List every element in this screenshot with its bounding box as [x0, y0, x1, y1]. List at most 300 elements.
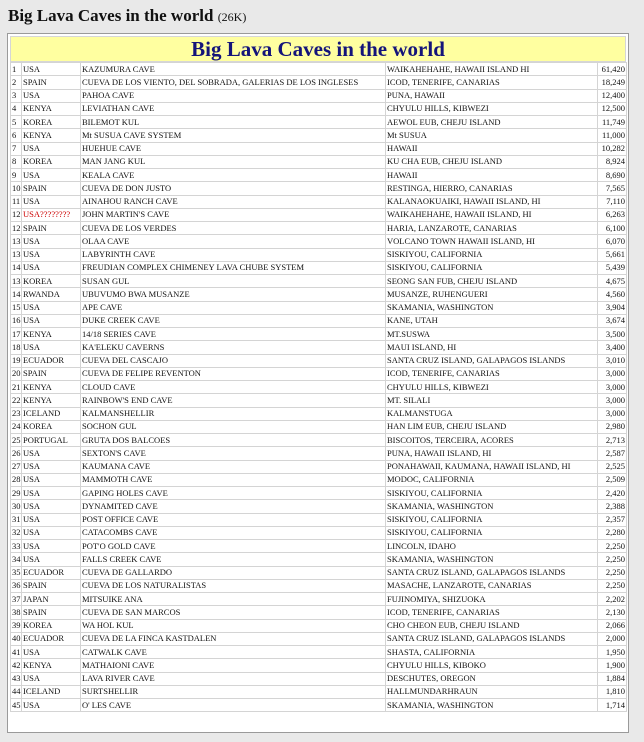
cave-name-cell: CLOUD CAVE [81, 381, 386, 394]
cave-name-cell: CUEVA DE LA FINCA KASTDALEN [81, 632, 386, 645]
length-cell: 7,110 [598, 195, 627, 208]
country-cell: SPAIN [22, 367, 81, 380]
country-cell: USA [22, 169, 81, 182]
cave-name-cell: UBUVUMO BWA MUSANZE [81, 288, 386, 301]
table-row [11, 460, 627, 473]
rank-cell: 33 [11, 540, 22, 553]
table-row [11, 76, 627, 89]
table-row [11, 222, 627, 235]
cave-name-cell: SOCHON GUL [81, 420, 386, 433]
length-cell: 10,282 [598, 142, 627, 155]
length-cell: 3,500 [598, 328, 627, 341]
table-row [11, 407, 627, 420]
length-cell: 12,400 [598, 89, 627, 102]
location-cell: SEONG SAN FUB, CHEJU ISLAND [386, 275, 598, 288]
location-cell: SISKIYOU, CALIFORNIA [386, 526, 598, 539]
length-cell: 2,980 [598, 420, 627, 433]
cave-name-cell: MAN JANG KUL [81, 155, 386, 168]
location-cell: SISKIYOU, CALIFORNIA [386, 487, 598, 500]
country-cell: USA [22, 248, 81, 261]
location-cell: KALANAOKUAIKI, HAWAII ISLAND, HI [386, 195, 598, 208]
rank-cell: 29 [11, 487, 22, 500]
location-cell: MT. SILALI [386, 394, 598, 407]
cave-name-cell: BILEMOT KUL [81, 116, 386, 129]
table-row [11, 473, 627, 486]
cave-name-cell: LEVIATHAN CAVE [81, 102, 386, 115]
cave-name-cell: KEALA CAVE [81, 169, 386, 182]
location-cell: VOLCANO TOWN HAWAII ISLAND, HI [386, 235, 598, 248]
location-cell: RESTINGA, HIERRO, CANARIAS [386, 182, 598, 195]
location-cell: CHYULU HILLS, KIBOKO [386, 659, 598, 672]
country-cell: KENYA [22, 659, 81, 672]
rank-cell: 12 [11, 208, 22, 221]
length-cell: 61,420 [598, 63, 627, 76]
location-cell: SISKIYOU, CALIFORNIA [386, 248, 598, 261]
location-cell: KALMANSTUGA [386, 407, 598, 420]
cave-name-cell: OLAA CAVE [81, 235, 386, 248]
country-cell: KOREA [22, 619, 81, 632]
location-cell: AEWOL EUB, CHEJU ISLAND [386, 116, 598, 129]
table-row [11, 235, 627, 248]
cave-name-cell: FALLS CREEK CAVE [81, 553, 386, 566]
cave-name-cell: 14/18 SERIES CAVE [81, 328, 386, 341]
location-cell: HAWAII [386, 169, 598, 182]
rank-cell: 7 [11, 142, 22, 155]
location-cell: CHO CHEON EUB, CHEJU ISLAND [386, 619, 598, 632]
rank-cell: 17 [11, 328, 22, 341]
location-cell: Mt SUSUA [386, 129, 598, 142]
table-row [11, 341, 627, 354]
cave-name-cell: KAZUMURA CAVE [81, 63, 386, 76]
length-cell: 2,202 [598, 593, 627, 606]
location-cell: PONAHAWAII, KAUMANA, HAWAII ISLAND, HI [386, 460, 598, 473]
cave-name-cell: POST OFFICE CAVE [81, 513, 386, 526]
country-cell: SPAIN [22, 182, 81, 195]
table-row [11, 487, 627, 500]
cave-name-cell: APE CAVE [81, 301, 386, 314]
rank-cell: 30 [11, 500, 22, 513]
location-cell: SISKIYOU, CALIFORNIA [386, 513, 598, 526]
country-cell: USA [22, 301, 81, 314]
cave-name-cell: JOHN MARTIN'S CAVE [81, 208, 386, 221]
table-row [11, 275, 627, 288]
country-cell: KENYA [22, 328, 81, 341]
length-cell: 3,000 [598, 381, 627, 394]
table-row [11, 129, 627, 142]
page-title [8, 6, 246, 26]
length-cell: 5,661 [598, 248, 627, 261]
cave-name-cell: FREUDIAN COMPLEX CHIMENEY LAVA CHUBE SYSTEM [81, 261, 386, 274]
table-row [11, 367, 627, 380]
location-cell: SISKIYOU, CALIFORNIA [386, 261, 598, 274]
location-cell: SKAMANIA, WASHINGTON [386, 301, 598, 314]
country-cell: USA [22, 526, 81, 539]
cave-name-cell: KAUMANA CAVE [81, 460, 386, 473]
table-row [11, 447, 627, 460]
country-cell: USA [22, 699, 81, 712]
table-row [11, 513, 627, 526]
country-cell: SPAIN [22, 222, 81, 235]
table-row [11, 593, 627, 606]
rank-cell: 1 [11, 63, 22, 76]
table-row [11, 579, 627, 592]
country-cell: USA [22, 672, 81, 685]
country-cell: USA [22, 513, 81, 526]
country-cell: KENYA [22, 394, 81, 407]
country-cell: ECUADOR [22, 354, 81, 367]
rank-cell: 3 [11, 89, 22, 102]
rank-cell: 43 [11, 672, 22, 685]
country-cell: SPAIN [22, 76, 81, 89]
page-title-text: Big Lava Caves in the world [8, 6, 214, 25]
cave-name-cell: RAINBOW'S END CAVE [81, 394, 386, 407]
location-cell: FUJINOMIYA, SHIZUOKA [386, 593, 598, 606]
rank-cell: 13 [11, 235, 22, 248]
caves-panel [7, 33, 629, 733]
length-cell: 1,950 [598, 646, 627, 659]
country-cell: ECUADOR [22, 632, 81, 645]
table-row [11, 606, 627, 619]
location-cell: KU CHA EUB, CHEJU ISLAND [386, 155, 598, 168]
length-cell: 2,250 [598, 579, 627, 592]
cave-name-cell: CUEVA DE DON JUSTO [81, 182, 386, 195]
location-cell: HARIA, LANZAROTE, CANARIAS [386, 222, 598, 235]
table-row [11, 261, 627, 274]
location-cell: MUSANZE, RUHENGUERI [386, 288, 598, 301]
rank-cell: 9 [11, 169, 22, 182]
country-cell: USA [22, 500, 81, 513]
length-cell: 3,000 [598, 407, 627, 420]
rank-cell: 28 [11, 473, 22, 486]
location-cell: SANTA CRUZ ISLAND, GALAPAGOS ISLANDS [386, 566, 598, 579]
table-row [11, 619, 627, 632]
location-cell: MASACHE, LANZAROTE, CANARIAS [386, 579, 598, 592]
country-cell: USA [22, 460, 81, 473]
table-row [11, 102, 627, 115]
cave-name-cell: POT'O GOLD CAVE [81, 540, 386, 553]
rank-cell: 11 [11, 195, 22, 208]
table-row [11, 63, 627, 76]
length-cell: 3,400 [598, 341, 627, 354]
country-cell: USA [22, 235, 81, 248]
rank-cell: 16 [11, 314, 22, 327]
location-cell: KANE, UTAH [386, 314, 598, 327]
country-cell: KENYA [22, 381, 81, 394]
country-cell: KOREA [22, 116, 81, 129]
cave-name-cell: CATWALK CAVE [81, 646, 386, 659]
country-cell: KOREA [22, 420, 81, 433]
length-cell: 5,439 [598, 261, 627, 274]
rank-cell: 38 [11, 606, 22, 619]
table-row [11, 394, 627, 407]
location-cell: MODOC, CALIFORNIA [386, 473, 598, 486]
cave-name-cell: CATACOMBS CAVE [81, 526, 386, 539]
cave-name-cell: CUEVA DE LOS VIENTO, DEL SOBRADA, GALERIAS DE LOS INGLESES [81, 76, 386, 89]
cave-name-cell: SURTSHELLIR [81, 685, 386, 698]
cave-name-cell: PAHOA CAVE [81, 89, 386, 102]
cave-name-cell: GAPING HOLES CAVE [81, 487, 386, 500]
length-cell: 12,500 [598, 102, 627, 115]
rank-cell: 45 [11, 699, 22, 712]
location-cell: ICOD, TENERIFE, CANARIAS [386, 76, 598, 89]
country-cell: ICELAND [22, 407, 81, 420]
country-cell: USA [22, 540, 81, 553]
length-cell: 4,675 [598, 275, 627, 288]
table-row [11, 685, 627, 698]
cave-name-cell: CUEVA DE LOS VERDES [81, 222, 386, 235]
length-cell: 2,280 [598, 526, 627, 539]
file-size: (26K) [217, 10, 247, 24]
rank-cell: 13 [11, 248, 22, 261]
length-cell: 2,713 [598, 434, 627, 447]
table-banner: Big Lava Caves in the world [10, 36, 626, 62]
cave-name-cell: LAVA RIVER CAVE [81, 672, 386, 685]
rank-cell: 32 [11, 526, 22, 539]
country-cell: JAPAN [22, 593, 81, 606]
country-cell: USA [22, 142, 81, 155]
rank-cell: 12 [11, 222, 22, 235]
rank-cell: 40 [11, 632, 22, 645]
location-cell: MT.SUSWA [386, 328, 598, 341]
length-cell: 1,884 [598, 672, 627, 685]
length-cell: 3,674 [598, 314, 627, 327]
length-cell: 6,070 [598, 235, 627, 248]
country-cell: USA [22, 63, 81, 76]
rank-cell: 4 [11, 102, 22, 115]
rank-cell: 25 [11, 434, 22, 447]
rank-cell: 36 [11, 579, 22, 592]
cave-name-cell: Mt SUSUA CAVE SYSTEM [81, 129, 386, 142]
table-row [11, 699, 627, 712]
location-cell: BISCOITOS, TERCEIRA, ACORES [386, 434, 598, 447]
rank-cell: 13 [11, 275, 22, 288]
length-cell: 2,250 [598, 553, 627, 566]
length-cell: 3,010 [598, 354, 627, 367]
table-row [11, 208, 627, 221]
table-row [11, 500, 627, 513]
rank-cell: 2 [11, 76, 22, 89]
rank-cell: 6 [11, 129, 22, 142]
length-cell: 2,250 [598, 566, 627, 579]
cave-name-cell: CUEVA DE FELIPE REVENTON [81, 367, 386, 380]
rank-cell: 35 [11, 566, 22, 579]
cave-name-cell: DUKE CREEK CAVE [81, 314, 386, 327]
table-row [11, 420, 627, 433]
length-cell: 8,924 [598, 155, 627, 168]
location-cell: HAWAII [386, 142, 598, 155]
length-cell: 6,100 [598, 222, 627, 235]
location-cell: DESCHUTES, OREGON [386, 672, 598, 685]
length-cell: 2,250 [598, 540, 627, 553]
length-cell: 7,565 [598, 182, 627, 195]
location-cell: WAIKAHEHAHE, HAWAII ISLAND, HI [386, 208, 598, 221]
table-row [11, 381, 627, 394]
cave-name-cell: LABYRINTH CAVE [81, 248, 386, 261]
rank-cell: 15 [11, 301, 22, 314]
table-row [11, 632, 627, 645]
rank-cell: 42 [11, 659, 22, 672]
location-cell: SHASTA, CALIFORNIA [386, 646, 598, 659]
length-cell: 3,000 [598, 367, 627, 380]
cave-name-cell: KALMANSHELLIR [81, 407, 386, 420]
country-cell: USA [22, 553, 81, 566]
location-cell: SANTA CRUZ ISLAND, GALAPAGOS ISLANDS [386, 632, 598, 645]
length-cell: 2,388 [598, 500, 627, 513]
rank-cell: 21 [11, 381, 22, 394]
rank-cell: 27 [11, 460, 22, 473]
cave-name-cell: KA'ELEKU CAVERNS [81, 341, 386, 354]
cave-name-cell: HUEHUE CAVE [81, 142, 386, 155]
rank-cell: 5 [11, 116, 22, 129]
cave-name-cell: SUSAN GUL [81, 275, 386, 288]
country-cell: USA [22, 473, 81, 486]
rank-cell: 26 [11, 447, 22, 460]
cave-name-cell: O' LES CAVE [81, 699, 386, 712]
rank-cell: 24 [11, 420, 22, 433]
location-cell: SKAMANIA, WASHINGTON [386, 699, 598, 712]
country-cell: USA [22, 89, 81, 102]
location-cell: HAN LIM EUB, CHEJU ISLAND [386, 420, 598, 433]
table-row [11, 354, 627, 367]
country-cell: USA [22, 195, 81, 208]
table-row [11, 659, 627, 672]
location-cell: PUNA, HAWAII ISLAND, HI [386, 447, 598, 460]
country-cell: USA [22, 447, 81, 460]
location-cell: LINCOLN, IDAHO [386, 540, 598, 553]
cave-name-cell: MITSUIKE ANA [81, 593, 386, 606]
cave-name-cell: CUEVA DE LOS NATURALISTAS [81, 579, 386, 592]
cave-name-cell: AINAHOU RANCH CAVE [81, 195, 386, 208]
location-cell: WAIKAHEHAHE, HAWAII ISLAND HI [386, 63, 598, 76]
rank-cell: 37 [11, 593, 22, 606]
rank-cell: 44 [11, 685, 22, 698]
table-row [11, 434, 627, 447]
country-cell: USA [22, 487, 81, 500]
length-cell: 2,357 [598, 513, 627, 526]
rank-cell: 14 [11, 261, 22, 274]
cave-name-cell: WA HOL KUL [81, 619, 386, 632]
table-row [11, 301, 627, 314]
table-row [11, 672, 627, 685]
table-row [11, 540, 627, 553]
rank-cell: 41 [11, 646, 22, 659]
length-cell: 2,130 [598, 606, 627, 619]
cave-name-cell: SEXTON'S CAVE [81, 447, 386, 460]
table-row [11, 248, 627, 261]
location-cell: HALLMUNDARHRAUN [386, 685, 598, 698]
length-cell: 1,714 [598, 699, 627, 712]
table-row [11, 169, 627, 182]
length-cell: 1,900 [598, 659, 627, 672]
length-cell: 4,560 [598, 288, 627, 301]
cave-name-cell: CUEVA DE GALLARDO [81, 566, 386, 579]
location-cell: MAUI ISLAND, HI [386, 341, 598, 354]
length-cell: 11,749 [598, 116, 627, 129]
cave-name-cell: MATHAIONI CAVE [81, 659, 386, 672]
location-cell: ICOD, TENERIFE, CANARIAS [386, 367, 598, 380]
table-row [11, 142, 627, 155]
location-cell: PUNA, HAWAII [386, 89, 598, 102]
rank-cell: 19 [11, 354, 22, 367]
rank-cell: 8 [11, 155, 22, 168]
length-cell: 11,000 [598, 129, 627, 142]
rank-cell: 10 [11, 182, 22, 195]
location-cell: ICOD, TENERIFE, CANARIAS [386, 606, 598, 619]
country-cell: KOREA [22, 155, 81, 168]
country-cell: PORTUGAL [22, 434, 81, 447]
rank-cell: 22 [11, 394, 22, 407]
length-cell: 6,263 [598, 208, 627, 221]
country-cell: ECUADOR [22, 566, 81, 579]
length-cell: 2,525 [598, 460, 627, 473]
table-row [11, 328, 627, 341]
table-row [11, 526, 627, 539]
length-cell: 2,066 [598, 619, 627, 632]
caves-table [10, 62, 627, 712]
cave-name-cell: MAMMOTH CAVE [81, 473, 386, 486]
rank-cell: 23 [11, 407, 22, 420]
location-cell: SKAMANIA, WASHINGTON [386, 553, 598, 566]
country-cell: KOREA [22, 275, 81, 288]
country-cell: SPAIN [22, 606, 81, 619]
table-row [11, 116, 627, 129]
rank-cell: 34 [11, 553, 22, 566]
cave-name-cell: CUEVA DE SAN MARCOS [81, 606, 386, 619]
location-cell: CHYULU HILLS, KIBWEZI [386, 102, 598, 115]
length-cell: 1,810 [598, 685, 627, 698]
country-cell: KENYA [22, 129, 81, 142]
cave-name-cell: DYNAMITED CAVE [81, 500, 386, 513]
rank-cell: 20 [11, 367, 22, 380]
country-cell: USA [22, 341, 81, 354]
table-row [11, 553, 627, 566]
length-cell: 3,000 [598, 394, 627, 407]
table-row [11, 646, 627, 659]
caves-table-body [11, 63, 627, 712]
table-row [11, 89, 627, 102]
rank-cell: 31 [11, 513, 22, 526]
country-cell: SPAIN [22, 579, 81, 592]
country-cell: RWANDA [22, 288, 81, 301]
table-row [11, 288, 627, 301]
rank-cell: 18 [11, 341, 22, 354]
length-cell: 3,904 [598, 301, 627, 314]
country-cell: USA [22, 646, 81, 659]
country-cell: USA [22, 314, 81, 327]
length-cell: 2,587 [598, 447, 627, 460]
rank-cell: 14 [11, 288, 22, 301]
cave-name-cell: GRUTA DOS BALCOES [81, 434, 386, 447]
country-cell: ICELAND [22, 685, 81, 698]
length-cell: 2,420 [598, 487, 627, 500]
length-cell: 18,249 [598, 76, 627, 89]
length-cell: 2,000 [598, 632, 627, 645]
cave-name-cell: CUEVA DEL CASCAJO [81, 354, 386, 367]
country-cell: KENYA [22, 102, 81, 115]
location-cell: SKAMANIA, WASHINGTON [386, 500, 598, 513]
table-row [11, 195, 627, 208]
table-row [11, 314, 627, 327]
length-cell: 8,690 [598, 169, 627, 182]
location-cell: CHYULU HILLS, KIBWEZI [386, 381, 598, 394]
country-cell: USA???????? [22, 208, 81, 221]
country-cell: USA [22, 261, 81, 274]
rank-cell: 39 [11, 619, 22, 632]
table-row [11, 182, 627, 195]
location-cell: SANTA CRUZ ISLAND, GALAPAGOS ISLANDS [386, 354, 598, 367]
table-row [11, 566, 627, 579]
table-row [11, 155, 627, 168]
